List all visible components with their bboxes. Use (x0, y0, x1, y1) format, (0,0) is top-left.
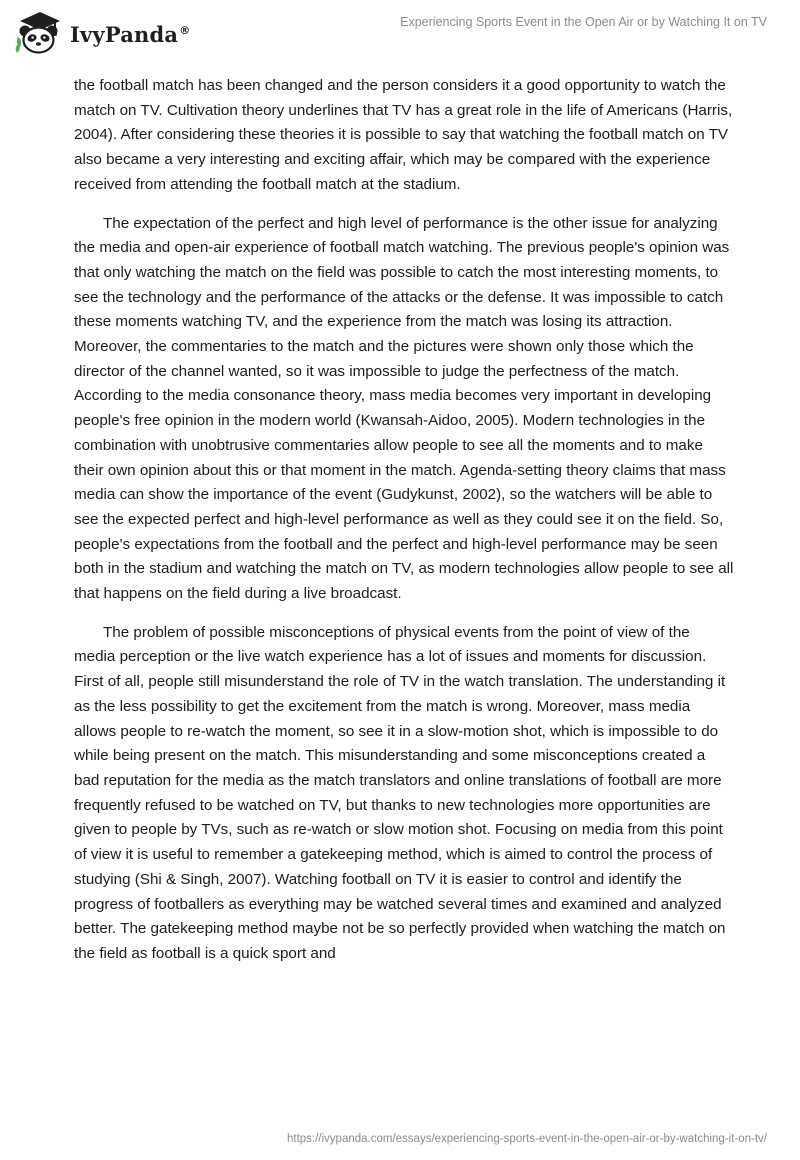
page-header (0, 0, 800, 62)
paragraph-continuation: the football match has been changed and the person considers it a good opportunity to watch the match on TV. Cultivation theory underlines that TV has a great role in the life of Americans (Harris, 2004). After considering these theories it is possible to say that watching the football match on TV also became a very interesting and exciting affair, which may be compared with the experience received from attending the football match at the stadium. (74, 77, 733, 193)
brand-logo[interactable] (14, 9, 190, 55)
source-url[interactable]: https://ivypanda.com/essays/experiencing-sports-event-in-the-open-air-or-by-watching-it-on-tv/ (286, 1133, 767, 1145)
brand-name: IvyPanda® (70, 21, 191, 47)
essay-body (74, 74, 734, 981)
registered-mark: ® (179, 23, 191, 37)
paragraph: The expectation of the perfect and high level of performance is the other issue for analyzing the media and open-air experience of football match watching. The previous people's opinion was that only watching the match on the field was possible to catch the most interesting moments, to see the technology and the performance of the attacks or the defense. It was impossible to catch these moments watching TV, and the experience from the match was losing its attraction. Moreover, the commentaries to the match and the pictures were shown only those which the director of the channel wanted, so it was impossible to judge the perfectness of the match. According to the media consonance theory, mass media becomes very important in developing people's free opinion in the modern world (Kwansah-Aidoo, 2005). Modern technologies in the combination with unobtrusive commentaries allow people to see all the moments and to make their own opinion about this or that moment in the match. Agenda-setting theory claims that mass media can show the importance of the event (Gudykunst, 2002), so the watchers will be able to see the expected perfect and high-level performance as well as they could see it on the field. So, people's expectations from the football and the perfect and high-level performance may be seen both in the stadium and watching the match on TV, as modern technologies allow people to see all that happens on the field during a live broadcast. (74, 214, 734, 603)
document-title: Experiencing Sports Event in the Open Air or by Watching It on TV (400, 15, 767, 29)
paragraph: The problem of possible misconceptions of physical events from the point of view of the media perception or the live watch experience has a lot of issues and moments for discussion. First of all, people still misunderstand the role of TV in the watch translation. The understanding it as the less possibility to get the excitement from the match is wrong. Moreover, mass media allows people to re-watch the moment, so see it in a slow-motion shot, which is impossible to do while being present on the match. This misunderstanding and some misconceptions created a bad reputation for the media as the match translators and online translations of football are more frequently refused to be watched on TV, but thanks to new technologies more opportunities are given to people by TVs, such as re-watch or slow motion shot. Focusing on media from this point of view it is useful to remember a gatekeeping method, which is aimed to control the process of studying (Shi & Singh, 2007). Watching football on TV it is easier to control and identify the progress of footballers as everything may be watched several times and examined and analyzed better. The gatekeeping method maybe not be so perfectly provided when watching the match on the field as football is a quick sport and (74, 623, 726, 962)
panda-graduation-cap-icon (14, 9, 66, 55)
